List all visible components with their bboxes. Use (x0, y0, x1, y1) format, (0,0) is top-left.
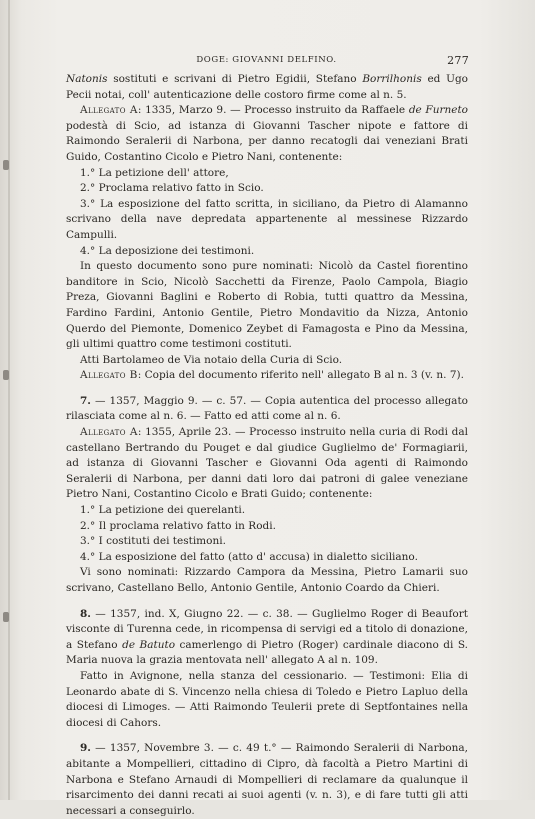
text-run: : 1355, Aprile 23. — Processo instruito nella curia di Rodi dal castellano Bertrando du Pouget e dal giudice Guglielmo de' Formagiarii, ad istanza di Giovanni Tascher e Giovanni Oda agenti di Raimondo Seralerii di Narbona, per danni dati loro dai patroni di galee veneziane Pietro Nani, Costantino Cicolo e Brati Guido; contenente: (66, 426, 468, 501)
entry-7 (66, 394, 468, 425)
entry-number: 9. (80, 742, 91, 755)
text-run: — 1357, Novembre 3. — c. 49 t.° — Raimondo Seralerii di Narbona, abitante a Mompellieri, cittadino di Cipro, dà facoltà a Pietro Martini di Narbona e Stefano Arnaudi di Mompellieri di reclamare da qualunque il risarcimento dei danni recati ai suoi agenti (v. n. 3), e di fare tutti gli atti necessari a conseguirlo. (66, 742, 468, 817)
text-run: : 1335, Marzo 9. — Processo instruito da Raffaele (137, 104, 409, 117)
entry-9 (66, 741, 468, 819)
allegato-label: Allegato A (80, 426, 138, 439)
binding-mark (3, 370, 9, 380)
list-item: 4.° La deposizione dei testimoni. (80, 244, 255, 257)
list-item: 1.° La petizione dell' attore, (80, 166, 229, 179)
page-gutter (8, 0, 10, 800)
italic-name: de Batuto (122, 638, 176, 651)
binding-mark (3, 160, 9, 170)
page-number: 277 (447, 54, 469, 67)
text-run: podestà di Scio, ad istanza di Giovanni Tascher nipote e fattore di Raimondo Seralerii di Narbona, per danno recatogli dai veneziani Brati Guido, Costantino Cicolo e Pietro Nani, contenente: (66, 119, 468, 163)
allegato-b-paragraph (66, 368, 468, 384)
paragraph: Atti Bartolameo de Via notaio della Curia di Scio. (80, 353, 343, 366)
list-item: 4.° La esposizione del fatto (atto d' accusa) in dialetto siciliano. (80, 550, 418, 563)
paragraph-continuation (66, 72, 468, 103)
list-item: 3.° I costituti dei testimoni. (80, 535, 226, 548)
list-item: 1.° La petizione dei querelanti. (80, 504, 246, 517)
text-run: : Copia del documento riferito nell' allegato B al n. 3 (v. n. 7). (137, 369, 464, 382)
text-run: — 1357, Maggio 9. — c. 57. — Copia autentica del processo allegato rilasciata come al n. 6. — Fatto ed atti come al n. 6. (66, 394, 468, 423)
running-header (64, 55, 469, 69)
italic-name: Borrilhonis (362, 73, 422, 85)
list-item: 3.° La esposizione del fatto scritta, in siciliano, da Pietro di Alamanno scrivano della nave depredata appartenente al messinese Rizzardo Campulli. (66, 197, 468, 241)
entry-8 (66, 607, 468, 669)
entry-number: 7. (80, 394, 91, 407)
text-run: — 1357, ind. X, Giugno 22. — c. 38. — Guglielmo Roger di Beaufort visconte di Turenna cede, in ricompensa di servigi ed a titolo di donazione, a Stefano (66, 607, 468, 651)
list-item: 2.° Il proclama relativo fatto in Rodi. (80, 519, 276, 532)
paragraph: In questo documento sono pure nominati: Nicolò da Castel fiorentino banditore in Scio, Nicolò Sacchetti da Firenze, Paolo Campola, Biagio Preza, Giovanni Baglini e Roberto di Robia, tutti quattro da Messina, Fardino Fardini, Antonio Gentile, Pietro Mondavitio da Nizza, Antonio Querdo del Piemonte, Domenico Zeybet di Famagosta e Pino da Messina, gli ultimi quattro come testimoni costituti. (66, 260, 468, 351)
allegato-label: Allegato B (80, 369, 138, 382)
paragraph: Vi sono nominati: Rizzardo Campora da Messina, Pietro Lamarii suo scrivano, Castellano Bello, Antonio Gentile, Antonio Coardo da Chieri. (66, 566, 468, 594)
running-title: DOGE: GIOVANNI DELFINO. (196, 55, 337, 65)
allegato-a-paragraph (66, 103, 468, 165)
italic-name: Natonis (66, 73, 108, 85)
page-body (66, 72, 468, 819)
allegato-label: Allegato A (80, 104, 138, 117)
italic-name: de Furneto (408, 104, 468, 117)
text-run: camerlengo di Pietro (Roger) cardinale diacono di S. Maria nuova la grazia mentovata nell' allegato A al n. 109. (66, 638, 468, 667)
entry-number: 8. (80, 607, 91, 620)
paragraph: Fatto in Avignone, nella stanza del cessionario. — Testimoni: Elia di Leonardo abate di S. Vincenzo nella chiesa di Toledo e Pietro Lapluo della diocesi di Limoges. — Atti Raimondo Teulerii prete di Septfontaines nella diocesi di Cahors. (66, 669, 468, 729)
binding-mark (3, 612, 9, 622)
allegato-a-paragraph (66, 425, 468, 503)
text-run: sostituti e scrivani di Pietro Egidii, Stefano (107, 73, 363, 85)
text-run: ed Ugo Pecii notai, coll' autenticazione delle costoro firme come al n. 5. (66, 73, 468, 101)
list-item: 2.° Proclama relativo fatto in Scio. (80, 182, 264, 195)
